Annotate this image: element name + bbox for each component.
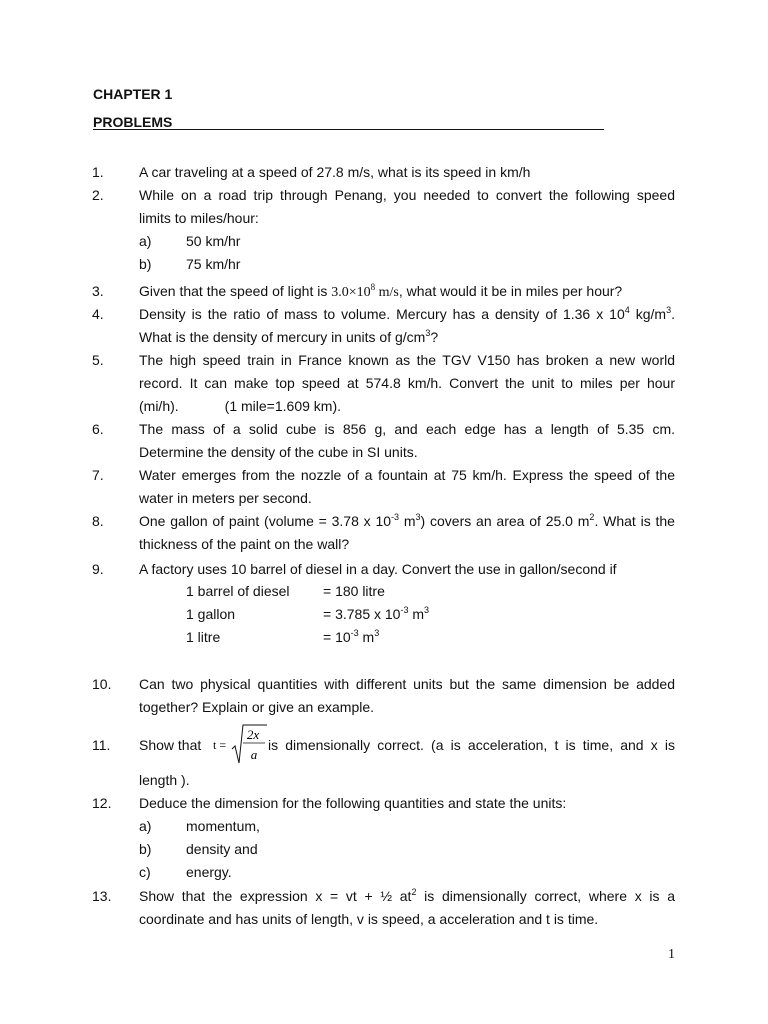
conversion-value: = $10^{-3}$ $m^3$: [323, 628, 380, 645]
problem-number: 8.: [92, 513, 104, 529]
page-number: 1: [668, 947, 675, 962]
conversion-label: 1 gallon: [186, 606, 236, 622]
sub-item-label: a): [139, 233, 152, 249]
chapter-heading: CHAPTER 1: [93, 86, 173, 102]
problem-2-line1: While on a road trip through Penang, you needed to convert the following speed: [139, 187, 675, 203]
conversion-value: = 3.785 x $10^{-3}$ $m^3$: [323, 605, 430, 622]
problem-number: 13.: [92, 888, 112, 904]
problem-4-line1: Density is the ratio of mass to volume. Mercury has a density of 1.36 x $10^4$ $kg/m^3$.: [139, 305, 675, 322]
problem-2-line2: limits to miles/hour:: [139, 210, 259, 226]
problem-9-line1: A factory uses 10 barrel of diesel in a day. Convert the use in gallon/second if: [139, 561, 617, 577]
formula-denominator: a: [250, 747, 258, 762]
problem-number: 6.: [92, 421, 104, 437]
problem-number: 10.: [92, 676, 112, 692]
problem-number: 11.: [92, 737, 111, 753]
sub-item-text: 50 km/hr: [186, 233, 241, 249]
problem-12-line1: Deduce the dimension for the following quantities and state the units:: [139, 795, 567, 811]
speed-of-light-expression: $3.0\times 10^8$ m/s: [331, 282, 399, 300]
problem-13-line1: Show that the expression x = vt + ½ $at^2$ is dimensionally correct, where x is a: [139, 887, 675, 904]
problem-5-line3: (mi/h). (1 mile=1.609 km).: [139, 398, 341, 414]
problem-number: 1.: [92, 164, 104, 180]
problem-4-line2: What is the density of mercury in units of $g/cm^3$?: [139, 328, 439, 345]
sub-item-text: energy.: [186, 864, 232, 880]
conversion-label: 1 litre: [186, 629, 221, 645]
problem-8-line1: One gallon of paint (volume = 3.78 x $10^{-3}$ $m^3$) covers an area of 25.0 $m^2$. What is the: [139, 512, 675, 529]
problem-number: 9.: [92, 561, 104, 577]
problem-3-text: Given that the speed of light is $3.0\times 10^8$ m/s, what would it be in miles per hour?: [139, 282, 623, 300]
problem-1-text: A car traveling at a speed of 27.8 m/s, what is its speed in km/h: [139, 164, 531, 180]
problem-10-line2: together? Explain or give an example.: [139, 699, 375, 715]
problem-number: 7.: [92, 467, 104, 483]
problem-6-line2: Determine the density of the cube in SI units.: [139, 444, 418, 460]
problem-number: 12.: [92, 795, 112, 811]
problem-5-line1: The high speed train in France known as the TGV V150 has broken a new world: [139, 352, 675, 368]
problem-number: 5.: [92, 352, 104, 368]
sub-item-label: c): [139, 864, 151, 880]
sub-item-label: b): [139, 256, 152, 272]
sub-item-label: b): [139, 841, 152, 857]
formula-t-equals: t =: [213, 738, 227, 752]
sqrt-formula: [213, 722, 268, 766]
problem-10-line1: Can two physical quantities with different units but the same dimension be added: [139, 676, 675, 692]
problem-8-line2: thickness of the paint on the wall?: [139, 536, 350, 552]
problem-7-line1: Water emerges from the nozzle of a fountain at 75 km/h. Express the speed of the: [139, 467, 675, 483]
heading-underline: [93, 129, 604, 130]
problem-number: 3.: [92, 283, 104, 299]
conversion-label: 1 barrel of diesel: [186, 583, 290, 599]
problem-number: 2.: [92, 187, 104, 203]
sub-item-text: 75 km/hr: [186, 256, 241, 272]
problem-13-line2: coordinate and has units of length, v is speed, a acceleration and t is time.: [139, 911, 599, 927]
problem-11-line2: length ).: [139, 772, 190, 788]
problem-5-line2: record. It can make top speed at 574.8 km/h. Convert the unit to miles per hour: [139, 375, 675, 391]
problem-number: 4.: [92, 306, 104, 322]
formula-numerator: 2x: [246, 727, 260, 742]
problem-11-line1: is dimensionally correct. (a is acceleration, t is time, and x is: [268, 737, 675, 753]
problem-6-line1: The mass of a solid cube is 856 g, and each edge has a length of 5.35 cm.: [139, 421, 675, 437]
sub-item-label: a): [139, 818, 152, 834]
conversion-value: = 180 litre: [323, 583, 385, 599]
problem-11-show-that: Show that: [139, 737, 202, 753]
problem-7-line2: water in meters per second.: [139, 490, 312, 506]
sub-item-text: momentum,: [186, 818, 260, 834]
problems-heading: PROBLEMS: [93, 114, 173, 130]
sub-item-text: density and: [186, 841, 258, 857]
